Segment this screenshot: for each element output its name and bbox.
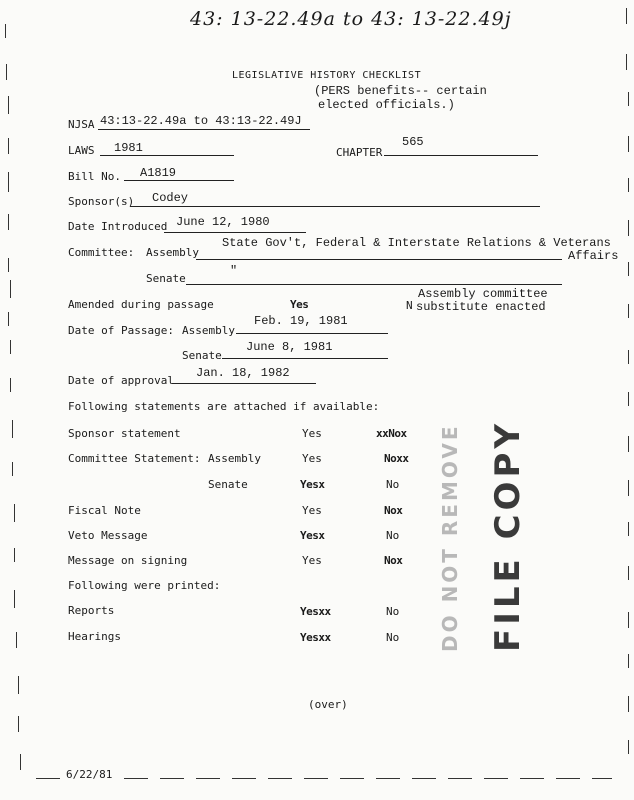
laws-value: 1981	[114, 141, 143, 155]
over-note: (over)	[308, 698, 348, 711]
statement-sub: Assembly	[208, 452, 261, 465]
file-copy-stamp: FILE COPY	[488, 420, 528, 652]
approval-underline	[172, 383, 316, 384]
njsa-label: NJSA	[68, 118, 95, 131]
statement-no: Noxx	[384, 452, 409, 465]
date-introduced-value: June 12, 1980	[176, 215, 270, 229]
passage-assembly-value: Feb. 19, 1981	[254, 314, 348, 328]
passage-senate-underline	[222, 358, 388, 359]
sponsor-label: Sponsor(s)	[68, 195, 135, 208]
approval-label: Date of approval	[68, 374, 174, 387]
date-introduced-underline	[164, 232, 306, 233]
passage-label: Date of Passage:	[68, 324, 174, 337]
committee-assembly-underline	[196, 259, 562, 260]
statement-no: No	[386, 529, 400, 542]
njsa-underline	[98, 129, 310, 130]
statement-yes: Yes	[302, 554, 322, 567]
subtitle-line-2: elected officials.)	[318, 98, 455, 112]
amended-note-2: substitute enacted	[416, 300, 546, 314]
approval-value: Jan. 18, 1982	[196, 366, 290, 380]
printed-label: Reports	[68, 604, 115, 617]
committee-label: Committee:	[68, 246, 135, 259]
printed-yes: Yesxx	[300, 605, 331, 618]
njsa-value: 43:13-22.49a to 43:13-22.49J	[100, 114, 302, 128]
bill-underline	[124, 180, 234, 181]
printed-no: No	[386, 631, 400, 644]
date-introduced-label: Date Introduced	[68, 220, 168, 233]
statement-no: xxNox	[376, 427, 407, 440]
statement-yes: Yes	[302, 427, 322, 440]
committee-senate-label: Senate	[146, 272, 186, 285]
statement-no: No	[386, 478, 400, 491]
statement-no: Nox	[384, 504, 403, 517]
bill-label: Bill No.	[68, 170, 121, 183]
committee-assembly-value-2: Affairs	[568, 249, 619, 263]
committee-assembly-label: Assembly	[146, 246, 199, 259]
amended-label: Amended during passage	[68, 298, 214, 311]
statement-no: Nox	[384, 554, 403, 567]
statements-heading: Following statements are attached if available:	[68, 400, 380, 413]
chapter-underline	[384, 155, 538, 156]
passage-assembly-underline	[236, 333, 388, 334]
chapter-label: CHAPTER	[336, 146, 383, 159]
subtitle-line-1: (PERS benefits-- certain	[314, 84, 487, 98]
page-title: LEGISLATIVE HISTORY CHECKLIST	[232, 70, 422, 81]
handwritten-header: 43: 13-22.49a to 43: 13-22.49j	[190, 8, 512, 30]
statement-label: Veto Message	[68, 529, 148, 542]
passage-senate-label: Senate	[182, 349, 222, 362]
amended-no-prefix: N	[406, 299, 413, 312]
amended-yes: Yes	[290, 298, 309, 311]
printed-label: Hearings	[68, 630, 121, 643]
committee-senate-underline	[186, 284, 562, 285]
committee-senate-value: "	[230, 264, 238, 278]
sponsor-value: Codey	[152, 191, 189, 205]
sponsor-underline	[130, 206, 540, 207]
footer-date: 6/22/81	[66, 768, 113, 781]
passage-senate-value: June 8, 1981	[246, 340, 333, 354]
file-copy-stamp-faint: DO NOT REMOVE	[438, 423, 462, 652]
statement-label: Fiscal Note	[68, 504, 141, 517]
passage-assembly-label: Assembly	[182, 324, 235, 337]
amended-note-1: Assembly committee	[418, 287, 548, 301]
chapter-value: 565	[402, 135, 424, 149]
statement-label: Committee Statement:	[68, 452, 201, 465]
printed-yes: Yesxx	[300, 631, 331, 644]
statement-label: Sponsor statement	[68, 427, 181, 440]
statement-sub: Senate	[208, 478, 248, 491]
printed-no: No	[386, 605, 400, 618]
committee-assembly-value: State Gov't, Federal & Interstate Relations & Veterans	[222, 236, 611, 250]
bill-value: A1819	[140, 166, 177, 180]
statement-label: Message on signing	[68, 554, 188, 567]
statement-yes: Yes	[302, 504, 322, 517]
statement-yes: Yesx	[300, 529, 325, 542]
statement-yes: Yes	[302, 452, 322, 465]
laws-label: LAWS	[68, 144, 95, 157]
laws-underline	[100, 155, 234, 156]
printed-heading: Following were printed:	[68, 579, 221, 592]
statement-yes: Yesx	[300, 478, 325, 491]
